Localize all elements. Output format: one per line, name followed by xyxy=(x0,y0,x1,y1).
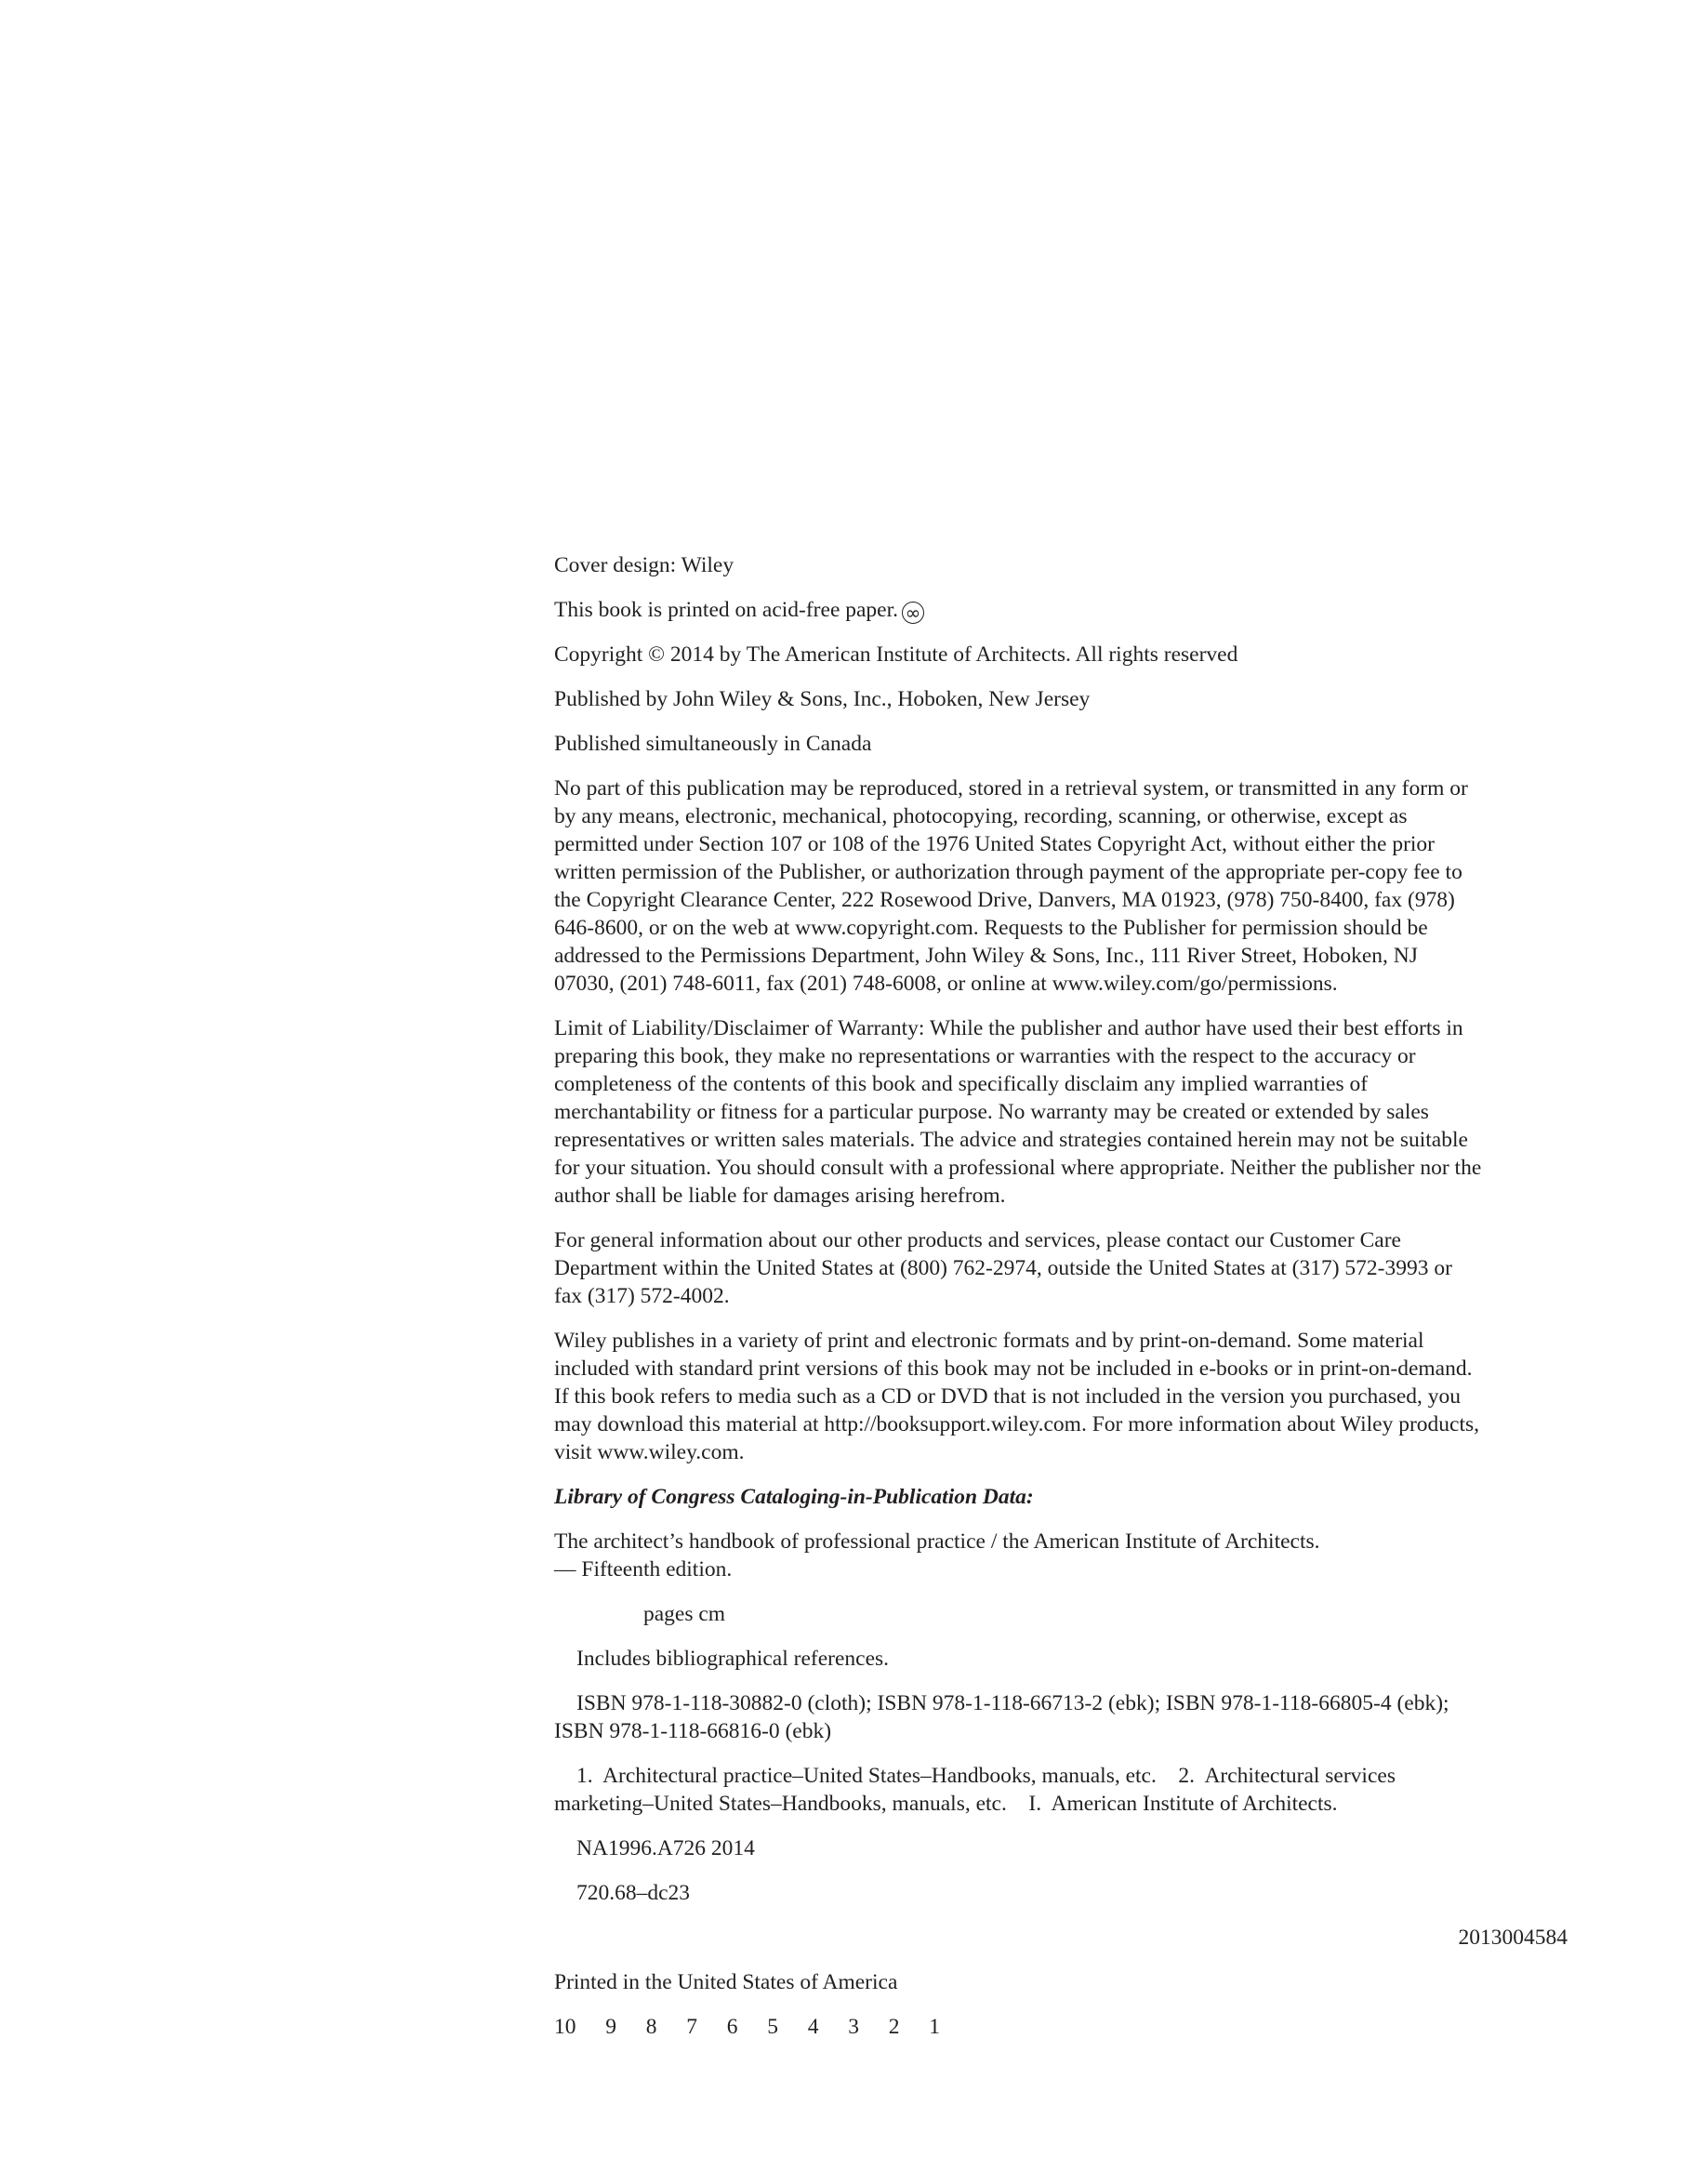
printed-in-line: Printed in the United States of America xyxy=(554,1970,898,1994)
paragraph-line: merchantability or fitness for a particular purpose. No warranty may be created or extended by sales xyxy=(554,1100,1429,1124)
paragraph-line: Limit of Liability/Disclaimer of Warranty: While the publisher and author have used their best efforts in xyxy=(554,1016,1463,1040)
copyright-line: Copyright © 2014 by The American Institute of Architects. All rights reserved xyxy=(554,642,1238,667)
paragraph-line: permitted under Section 107 or 108 of the 1976 United States Copyright Act, without either the prior xyxy=(554,832,1436,856)
paragraph-line: If this book refers to media such as a CD or DVD that is not included in the version you purchased, you xyxy=(554,1384,1462,1409)
paragraph-line: representatives or written sales materials. The advice and strategies contained herein may not be suitable xyxy=(554,1128,1468,1152)
paragraph-line: the Copyright Clearance Center, 222 Rosewood Drive, Danvers, MA 01923, (978) 750-8400, fax (978) xyxy=(554,888,1455,912)
paragraph-line: 646-8600, or on the web at www.copyright.com. Requests to the Publisher for permission should be xyxy=(554,916,1428,940)
loc-includes: Includes bibliographical references. xyxy=(576,1647,890,1671)
formats-paragraph xyxy=(554,1327,1568,1466)
lccn-number: 2013004584 xyxy=(1458,1926,1568,1950)
paragraph-line: preparing this book, they make no representations or warranties with the respect to the accuracy or xyxy=(554,1044,1416,1068)
paragraph-line: 07030, (201) 748-6011, fax (201) 748-6008, or online at www.wiley.com/go/permissions. xyxy=(554,972,1338,996)
impression-line: 10 9 8 7 6 5 4 3 2 1 xyxy=(554,2015,940,2039)
paragraph-line: For general information about our other products and services, please contact our Customer Care xyxy=(554,1228,1401,1252)
acid-free-line xyxy=(554,596,1568,624)
paragraph-line: fax (317) 572-4002. xyxy=(554,1284,730,1308)
cover-design-line: Cover design: Wiley xyxy=(554,553,734,577)
paragraph-line: by any means, electronic, mechanical, photocopying, recording, scanning, or otherwise, except as xyxy=(554,804,1408,828)
paragraph-line: author shall be liable for damages arising herefrom. xyxy=(554,1184,1006,1208)
paragraph-line: addressed to the Permissions Department, John Wiley & Sons, Inc., 111 River Street, Hoboken, NJ xyxy=(554,944,1418,968)
acid-free-text: This book is printed on acid-free paper. xyxy=(554,598,899,622)
rights-paragraph xyxy=(554,774,1568,998)
paragraph-line: No part of this publication may be reproduced, stored in a retrieval system, or transmitted in any form or xyxy=(554,776,1468,801)
copyright-page xyxy=(554,551,1568,2058)
paragraph-line: visit www.wiley.com. xyxy=(554,1440,745,1464)
published-canada-line: Published simultaneously in Canada xyxy=(554,732,872,756)
paragraph-line: for your situation. You should consult with a professional where appropriate. Neither the publisher nor the xyxy=(554,1156,1482,1180)
liability-paragraph xyxy=(554,1014,1568,1210)
loc-call-number: NA1996.A726 2014 xyxy=(576,1836,755,1860)
infinity-circle-icon: ∞ xyxy=(902,602,924,624)
loc-pages: pages cm xyxy=(643,1602,726,1626)
loc-subjects: 1. Architectural practice–United States–Handbooks, manuals, etc. 2. Architectural services marketing–United States–Handbooks, manuals, etc. I. American Institute of Architects. xyxy=(554,1764,1396,1816)
loc-dewey: 720.68–dc23 xyxy=(576,1881,691,1905)
published-by-line: Published by John Wiley & Sons, Inc., Hoboken, New Jersey xyxy=(554,687,1091,711)
paragraph-line: Wiley publishes in a variety of print and electronic formats and by print-on-demand. Some material xyxy=(554,1329,1424,1353)
loc-isbn: ISBN 978-1-118-30882-0 (cloth); ISBN 978-1-118-66713-2 (ebk); ISBN 978-1-118-66805-4 (ebk); ISBN 978-1-118-66816-0 (ebk) xyxy=(554,1691,1449,1743)
paragraph-line: included with standard print versions of this book may not be included in e-books or in print-on-demand. xyxy=(554,1357,1473,1381)
loc-heading: Library of Congress Cataloging-in-Publication Data: xyxy=(554,1485,1034,1509)
paragraph-line: Department within the United States at (800) 762-2974, outside the United States at (317) 572-3993 or xyxy=(554,1256,1452,1280)
paragraph-line: written permission of the Publisher, or authorization through payment of the appropriate per-copy fee to xyxy=(554,860,1462,884)
info-paragraph xyxy=(554,1226,1568,1310)
paragraph-line: may download this material at http://booksupport.wiley.com. For more information about Wiley products, xyxy=(554,1412,1480,1436)
paragraph-line: completeness of the contents of this book and specifically disclaim any implied warranties of xyxy=(554,1072,1369,1096)
loc-title: The architect’s handbook of professional practice / the American Institute of Architects. — Fifteenth edition. xyxy=(554,1529,1320,1582)
